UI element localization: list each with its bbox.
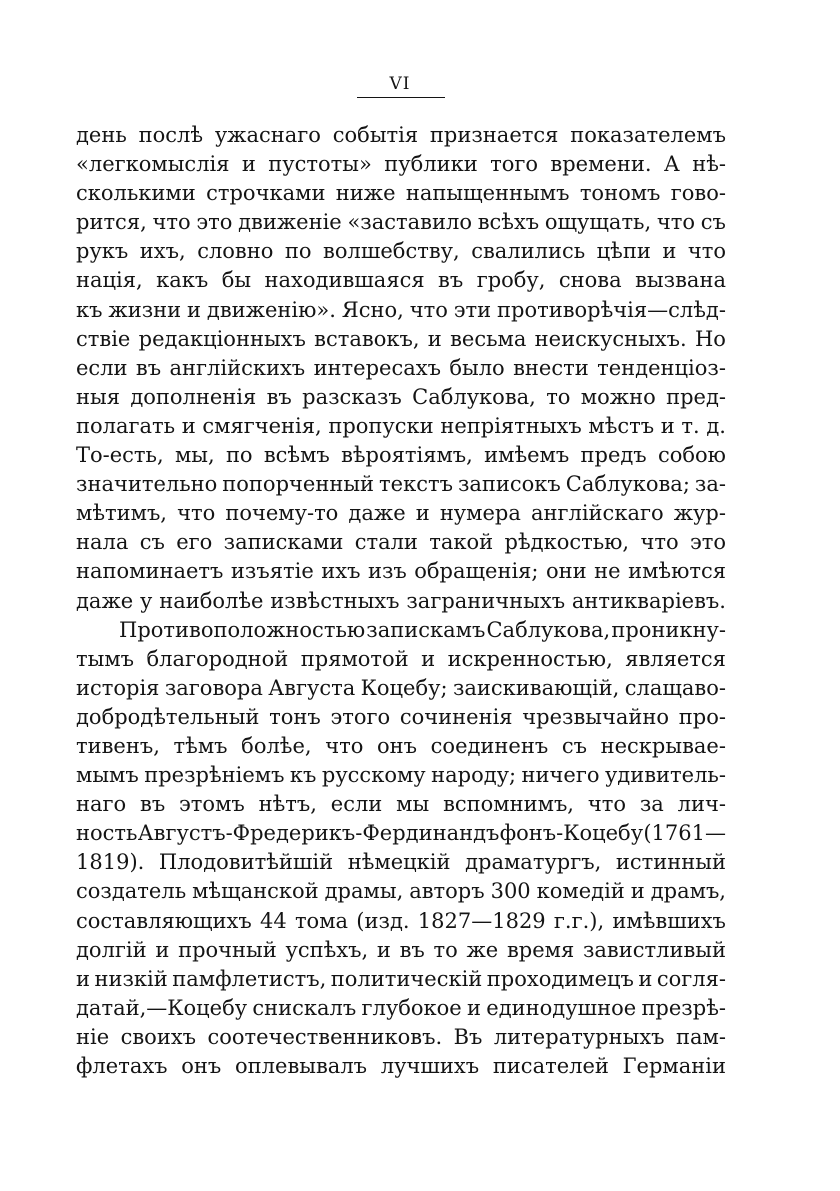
text-line: мѣтимъ, что почему-то даже и нумера англійскаго жур- <box>76 501 726 526</box>
text-line: напоминаетъ изъятіе ихъ изъ обращенія; они не имѣются <box>76 559 726 584</box>
text-line: мымъ презрѣніемъ къ русскому народу; ничего удивитель- <box>76 763 726 788</box>
text-line: къ жизни и движенію». Ясно, что эти противорѣчія—слѣд- <box>76 297 726 322</box>
text-line: день послѣ ужаснаго событія признается показателемъ <box>76 123 726 147</box>
text-line: Противоположностью запискамъ Саблукова, проникну- <box>119 617 726 642</box>
text-line: нала съ его записками стали такой рѣдкостью, что это <box>76 530 726 555</box>
text-line: составляющихъ 44 тома (изд. 1827—1829 г.г.), имѣвшихъ <box>76 908 726 933</box>
text-line: рится, что это движеніе «заставило всѣхъ ощущать, что съ <box>76 210 726 235</box>
text-line: и низкій памфлетистъ, политическій проходимецъ и согля- <box>76 966 726 991</box>
text-line: 1819). Плодовитѣйшій нѣмецкій драматургъ, истинный <box>76 850 726 875</box>
text-line: создатель мѣщанской драмы, авторъ 300 комедій и драмъ, <box>76 879 726 904</box>
text-line: сколькими строчками ниже напыщеннымъ тономъ гово- <box>76 181 726 206</box>
header-rule <box>357 97 445 98</box>
page-number: VI <box>389 74 411 94</box>
body-text <box>76 121 726 1081</box>
text-line: значительно попорченный текстъ записокъ Саблукова; за- <box>76 472 726 497</box>
text-line: даже у наиболѣе извѣстныхъ заграничныхъ антикваріевъ. <box>76 588 726 613</box>
text-line: исторія заговора Августа Коцебу; заискивающій, слащаво- <box>76 675 726 700</box>
text-line: нація, какъ бы находившаяся въ гробу, снова вызвана <box>76 268 726 293</box>
text-line: датай,—Коцебу снискалъ глубокое и единодушное презрѣ- <box>76 995 726 1020</box>
text-line: тивенъ, тѣмъ болѣе, что онъ соединенъ съ нескрывае- <box>76 733 726 758</box>
text-line: ныя дополненія въ разсказъ Саблукова, то можно пред- <box>76 384 726 409</box>
text-line: наго въ этомъ нѣтъ, если мы вспомнимъ, что за лич- <box>76 792 726 817</box>
text-line: флетахъ онъ оплевывалъ лучшихъ писателей Германіи <box>76 1054 726 1078</box>
text-line: ніе своихъ соотечественниковъ. Въ литературныхъ пам- <box>76 1024 726 1049</box>
text-line: если въ англійскихъ интересахъ было внести тенденціоз- <box>76 355 726 380</box>
text-line: То-есть, мы, по всѣмъ вѣроятіямъ, имѣемъ предъ собою <box>76 443 726 468</box>
text-line: «легкомыслія и пустоты» публики того времени. А нѣ- <box>76 152 726 177</box>
text-line: добродѣтельный тонъ этого сочиненія чрезвычайно про- <box>76 704 726 729</box>
text-line: полагать и смягченія, пропуски непріятныхъ мѣстъ и т. д. <box>76 413 726 438</box>
text-line: ствіе редакціонныхъ вставокъ, и весьма неискусныхъ. Но <box>76 326 726 351</box>
text-line: долгій и прочный успѣхъ, и въ то же время завистливый <box>76 937 726 962</box>
text-line: ность Августъ-Фредерикъ-Фердинандъ фонъ-Коцебу (1761— <box>76 821 726 846</box>
text-line: рукъ ихъ, словно по волшебству, свалились цѣпи и что <box>76 239 726 264</box>
text-line: тымъ благородной прямотой и искренностью, является <box>76 646 726 671</box>
